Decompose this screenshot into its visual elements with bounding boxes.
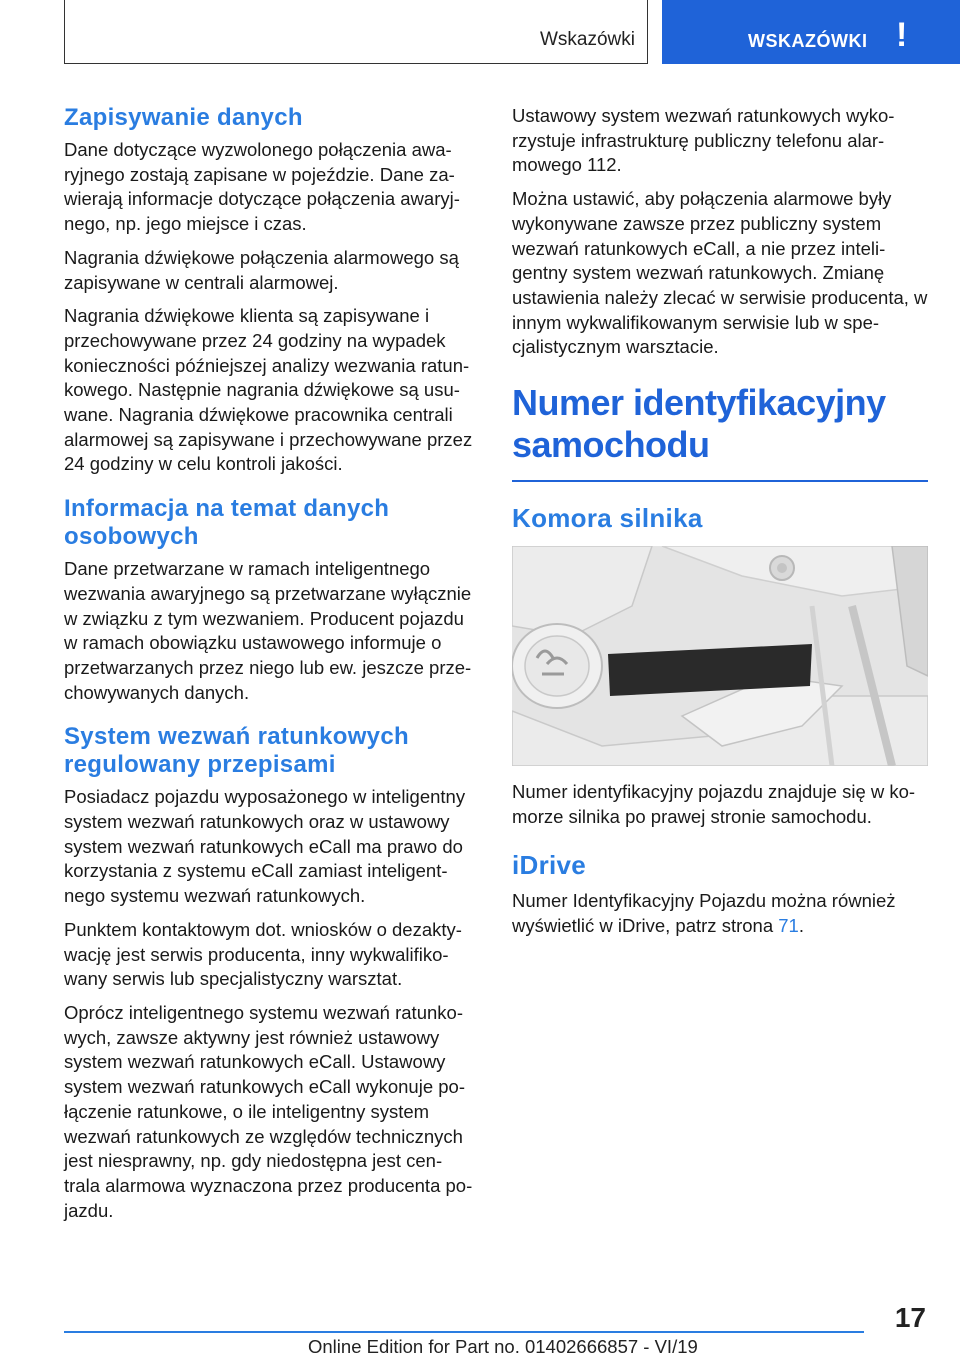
chapter-tab[interactable] <box>662 0 960 64</box>
paragraph: Nagrania dźwiękowe połączenia alarmowego są zapisywane w centrali alarmowej. <box>64 246 459 293</box>
paragraph: Oprócz inteligentnego systemu wezwań ratunko-wych, zawsze aktywny jest również ustawowy system wezwań ratunkowych eCall. Ustawowy system wezwań ratunkowych eCall wykonuje po-łączenie ratunkowe, o ile inteligentny system wezwań ratunkowych ze względów technicznych jest niesprawny, np. gdy niedostępna jest cen-trala alarmowa wyznaczona przez producenta po-jazdu. <box>64 1001 473 1221</box>
photo-caption: Numer identyfikacyjny pojazdu znajduje się w ko-morze silnika po prawej stronie samochodu. <box>512 781 916 827</box>
page-header <box>0 0 960 66</box>
header-breadcrumb: Wskazówki <box>539 29 635 50</box>
engine-bay-photo <box>512 546 928 766</box>
chapter-heading-vin: Numer identyfikacyjny samochodu <box>512 382 886 466</box>
paragraph: Nagrania dźwiękowe klienta są zapisywane i przechowywane przez 24 godziny na wypadek konieczności późniejszej analizy wezwania ratun-kowego. Następnie nagrania dźwiękowe są usu-wane. Nagrania dźwiękowe pracownika centrali alarmowej są zapisywane i przechowywane przez 24 godziny w celu kontroli jakości. <box>64 305 473 475</box>
paragraph: Dane przetwarzane w ramach inteligentnego wezwania awaryjnego są przetwarzane wyłącznie w związku z tym wezwaniem. Producent pojazdu w ramach obowiązku ustawowego informuje o przetwarzanych przez niego lub ew. jeszcze prze-chowywanych danych. <box>64 558 472 703</box>
heading-divider <box>512 480 928 482</box>
section-title-engine-bay: Komora silnika <box>512 503 703 534</box>
footer-divider <box>64 1331 864 1333</box>
header-crumb-box <box>64 0 648 64</box>
idrive-paragraph <box>512 889 928 938</box>
footer-edition: Online Edition for Part no. 01402666857 - VI/19 <box>308 1336 698 1357</box>
exclamation-icon: ! <box>896 16 908 54</box>
paragraph: Punktem kontaktowym dot. wniosków o dezakty-wację jest serwis producenta, inny wykwalifiko-wany serwis lub specjalistyczny warsztat. <box>64 918 462 990</box>
page-number: 17 <box>894 1302 926 1333</box>
idrive-text-end: . <box>798 915 804 937</box>
paragraph: Posiadacz pojazdu wyposażonego w inteligentny system wezwań ratunkowych oraz w ustawowy system wezwań ratunkowych eCall ma prawo do korzystania z systemu eCall zamiast inteligent-nego systemu wezwań ratunkowych. <box>64 786 466 907</box>
section-title-personal-data: Informacja na temat danych osobowych <box>64 495 390 551</box>
idrive-text: Numer Identyfikacyjny Pojazdu można również wyświetlić w iDrive, patrz strona <box>512 890 896 937</box>
paragraph: Dane dotyczące wyzwolonego połączenia awa-ryjnego zostają zapisane w pojeździe. Dane za-wierają informacje dotyczące połączenia awaryj-nego, np. jego miejsce i czas. <box>64 139 460 235</box>
page-link[interactable]: 71 <box>778 915 799 937</box>
section-title-data-storage: Zapisywanie danych <box>64 104 303 131</box>
section-title-idrive: iDrive <box>512 850 587 881</box>
left-column <box>64 104 478 1232</box>
chapter-tab-label: WSKAZÓWKI <box>748 31 868 51</box>
section-title-emergency-system: System wezwań ratunkowych regulowany przepisami <box>64 723 409 779</box>
paragraph: Można ustawić, aby połączenia alarmowe były wykonywane zawsze przez publiczny system wezwań ratunkowych eCall, a nie przez inteli-gentny system wezwań ratunkowych. Zmianę ustawienia należy zlecać w serwisie producenta, w innym wykwalifikowanym serwisie lub w spe-cjalistycznym warsztacie. <box>512 188 928 358</box>
right-column <box>512 104 928 948</box>
engine-bay-illustration <box>512 546 928 766</box>
paragraph: Ustawowy system wezwań ratunkowych wyko-rzystuje infrastrukturę publiczny telefonu alar-mowego 112. <box>512 105 895 176</box>
